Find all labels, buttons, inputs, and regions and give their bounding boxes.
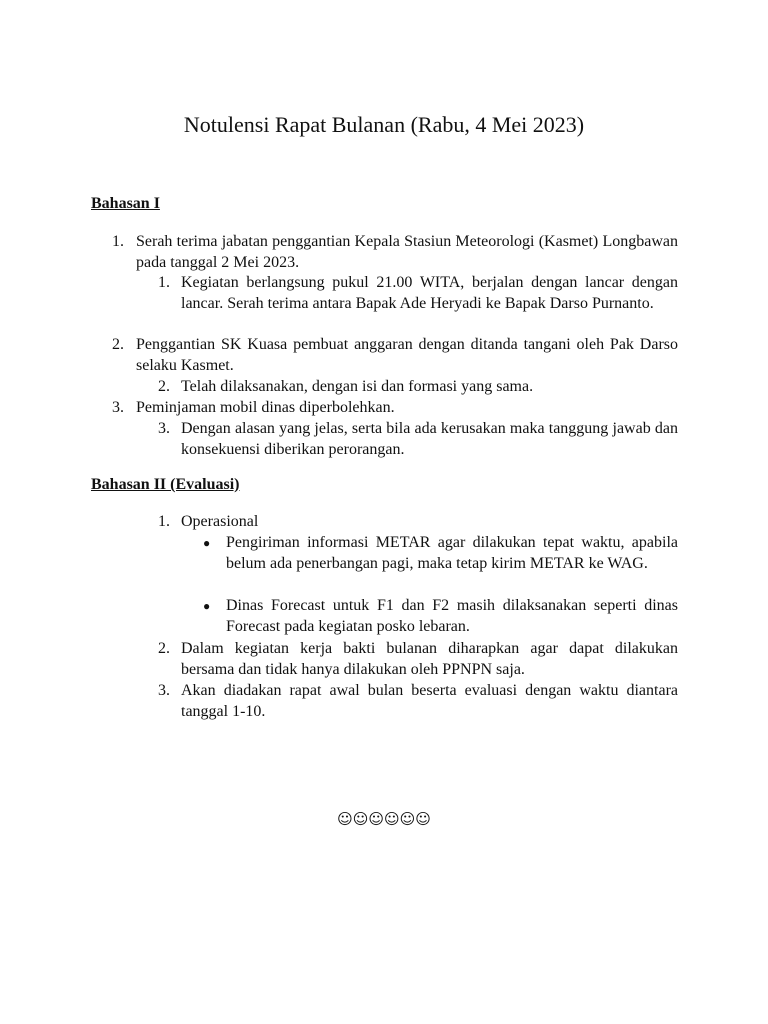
list-number: 1.	[158, 513, 170, 530]
bullet-item-text: Pengiriman informasi METAR agar dilakukan tepat waktu, apabila belum ada penerbangan pagi, maka tetap kirim METAR ke WAG.	[226, 534, 678, 572]
list-number: 3.	[158, 682, 170, 699]
sublist-item-text: Kegiatan berlangsung pukul 21.00 WITA, berjalan dengan lancar dengan lancar. Serah terima antara Bapak Ade Heryadi ke Bapak Darso Purnanto.	[181, 274, 678, 312]
section-heading-bahasan-1: Bahasan I	[91, 195, 160, 212]
list-item-text: Serah terima jabatan penggantian Kepala Stasiun Meteorologi (Kasmet) Longbawan pada tanggal 2 Mei 2023.	[136, 233, 678, 271]
list-item-text: Dalam kegiatan kerja bakti bulanan diharapkan agar dapat dilakukan bersama dan tidak hanya dilakukan oleh PPNPN saja.	[181, 640, 678, 678]
sublist-item-text: Telah dilaksanakan, dengan isi dan formasi yang sama.	[181, 378, 534, 395]
smiley-icons-row: ☺☺☺☺☺☺	[337, 810, 431, 828]
list-item-text: Akan diadakan rapat awal bulan beserta evaluasi dengan waktu diantara tanggal 1-10.	[181, 682, 678, 720]
list-number: 3.	[112, 399, 124, 416]
list-item-text: Peminjaman mobil dinas diperbolehkan.	[136, 399, 395, 416]
bullet-icon: ●	[203, 599, 211, 613]
list-item-text: Penggantian SK Kuasa pembuat anggaran dengan ditanda tangani oleh Pak Darso selaku Kasmet.	[136, 336, 678, 374]
list-item-text: Operasional	[181, 513, 259, 530]
document-title: Notulensi Rapat Bulanan (Rabu, 4 Mei 2023)	[183, 112, 585, 137]
sublist-number: 2.	[158, 378, 170, 395]
sublist-number: 1.	[158, 274, 170, 291]
section-heading-bahasan-2: Bahasan II (Evaluasi)	[91, 476, 240, 493]
sublist-number: 3.	[158, 420, 170, 437]
sublist-item-text: Dengan alasan yang jelas, serta bila ada kerusakan maka tanggung jawab dan konsekuensi diberikan perorangan.	[181, 420, 678, 458]
list-number: 1.	[112, 233, 124, 250]
list-number: 2.	[112, 336, 124, 353]
bullet-item-text: Dinas Forecast untuk F1 dan F2 masih dilaksanakan seperti dinas Forecast pada kegiatan posko lebaran.	[226, 597, 678, 635]
list-number: 2.	[158, 640, 170, 657]
bullet-icon: ●	[203, 536, 211, 550]
